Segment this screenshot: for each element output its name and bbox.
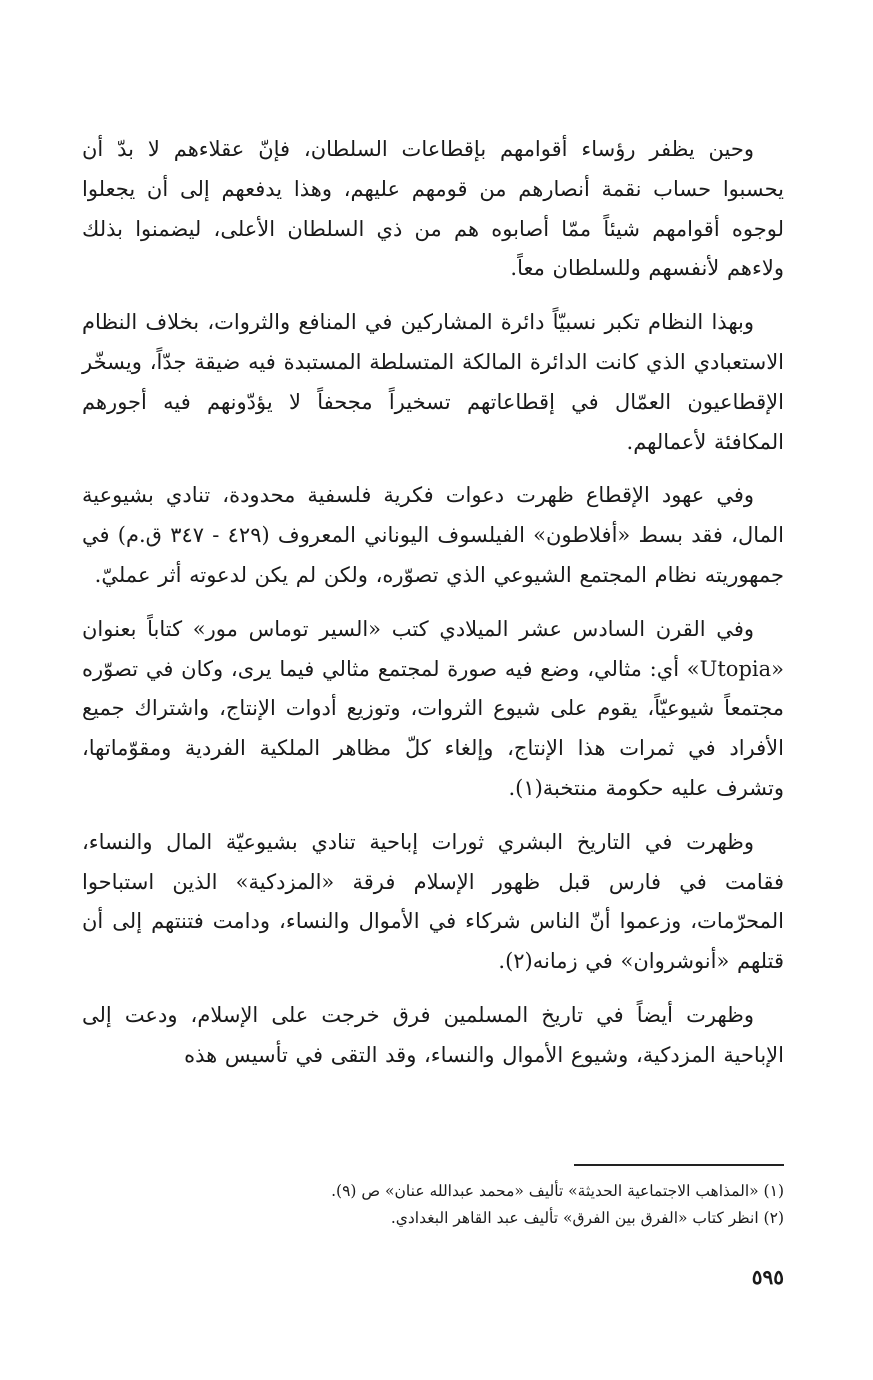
paragraph-4: وفي القرن السادس عشر الميلادي كتب «السير توماس مور» كتاباً بعنوان «Utopia» أي: مثالي، وضع فيه صورة لمجتمع مثالي فيما يرى، وكان في تصوّره مجتمعاً شيوعيّاً، يقوم على شيوع الثروات، وتوزيع أدوات الإنتاج، واشتراك جميع الأفراد في ثمرات هذا الإنتاج، وإلغاء كلّ مظاهر الملكية الفردية ومقوّماتها، وتشرف عليه حكومة منتخبة(١). — [82, 616, 784, 800]
paragraph-6: وظهرت أيضاً في تاريخ المسلمين فرق خرجت على الإسلام، ودعت إلى الإباحية المزدكية، وشيوع الأموال والنساء، وقد التقى في تأسيس هذه — [82, 1002, 784, 1067]
footnote-2: (٢) انظر كتاب «الفرق بين الفرق» تأليف عبد القاهر البغدادي. — [390, 1209, 784, 1227]
paragraph-2: وبهذا النظام تكبر نسبيّاً دائرة المشاركين في المنافع والثروات، بخلاف النظام الاستعبادي الذي كانت الدائرة المالكة المتسلطة المستبدة فيه ضيقة جدّاً، ويسخّر الإقطاعيون العمّال في إقطاعاتهم تسخيراً مجحفاً لا يؤدّونهم فيه أجورهم المكافئة لأعمالهم. — [82, 310, 784, 454]
paragraph-5: وظهرت في التاريخ البشري ثورات إباحية تنادي بشيوعيّة المال والنساء، فقامت في فارس قبل ظهور الإسلام فرقة «المزدكية» الذين استباحوا المحرّمات، وزعموا أنّ الناس شركاء في الأموال والنساء، ودامت فتنتهم إلى أن قتلهم «أنوشروان» في زمانه(٢). — [82, 829, 784, 974]
paragraph-3: وفي عهود الإقطاع ظهرت دعوات فكرية فلسفية محدودة، تنادي بشيوعية المال، فقد بسط «أفلاطون» الفيلسوف اليوناني المعروف (٤٢٩ - ٣٤٧ ق.م) في جمهوريته نظام المجتمع الشيوعي الذي تصوّره، ولكن لم يكن لدعوته أثر عمليّ. — [82, 483, 784, 587]
footnote-divider — [574, 1164, 784, 1166]
page-number: ٥٩٥ — [751, 1265, 784, 1289]
footnote-1: (١) «المذاهب الاجتماعية الحديثة» تأليف «محمد عبدالله عنان» ص (٩). — [331, 1182, 784, 1200]
paragraph-1: وحين يظفر رؤساء أقوامهم بإقطاعات السلطان، فإنّ عقلاءهم لا بدّ أن يحسبوا حساب نقمة أنصارهم من قومهم عليهم، وهذا يدفعهم إلى أن يجعلوا لوجوه أقوامهم شيئاً ممّا أصابوه هم من ذي السلطان الأعلى، ليضمنوا بذلك ولاءهم لأنفسهم وللسلطان معاً. — [82, 137, 784, 281]
book-page — [82, 130, 784, 1350]
footnotes — [82, 1178, 784, 1232]
